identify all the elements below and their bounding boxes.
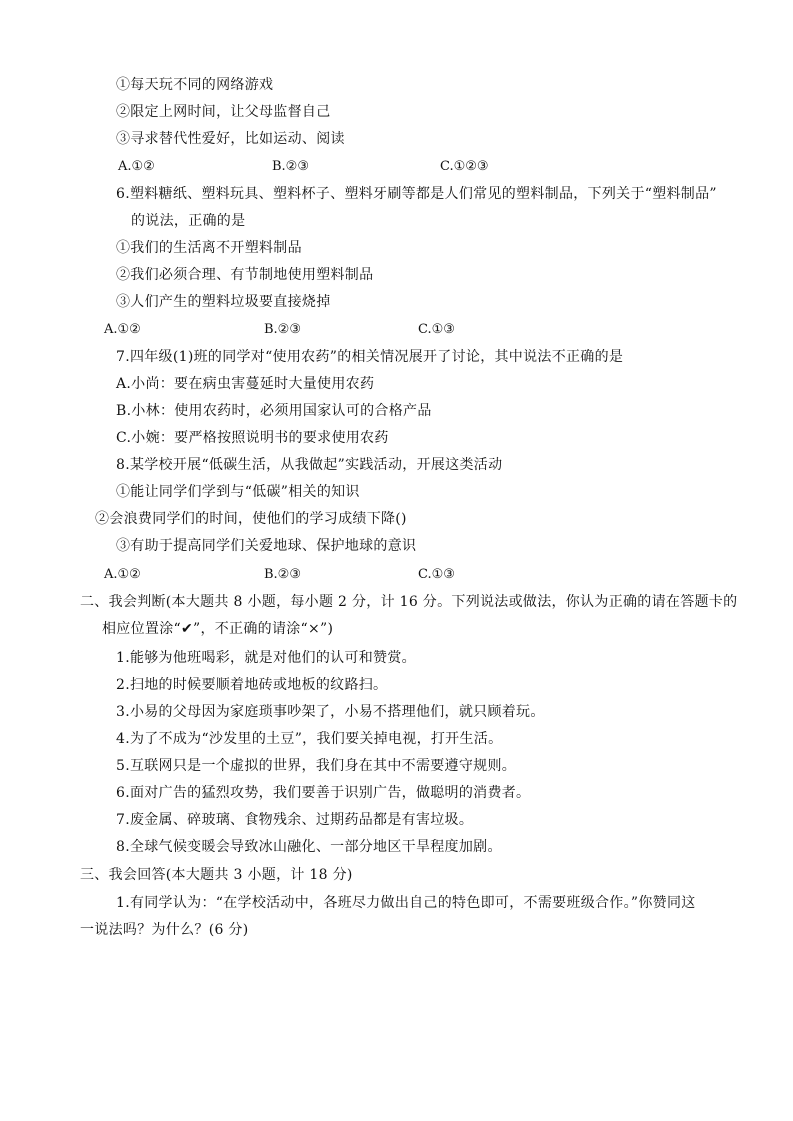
q7-option-c: C.小婉：要严格按照说明书的要求使用农药 xyxy=(116,430,389,446)
q4-item-2: ②限定上网时间，让父母监督自己 xyxy=(116,104,331,120)
q4-item-3: ③寻求替代性爱好，比如运动、阅读 xyxy=(116,131,345,147)
q8-option-b: B.②③ xyxy=(264,567,301,582)
q6-option-a: A.①② xyxy=(104,322,141,337)
q7-option-a: A.小尚：要在病虫害蔓延时大量使用农药 xyxy=(116,376,375,392)
q4-option-b: B.②③ xyxy=(272,159,309,174)
q8-item-2: ②会浪费同学们的时间，使他们的学习成绩下降() xyxy=(95,511,407,527)
q6-item-3: ③人们产生的塑料垃圾要直接烧掉 xyxy=(116,294,331,310)
judge-item-6: 6.面对广告的猛烈攻势，我们要善于识别广告，做聪明的消费者。 xyxy=(116,785,531,801)
judge-item-7: 7.废金属、碎玻璃、食物残余、过期药品都是有害垃圾。 xyxy=(116,812,474,828)
q8-option-a: A.①② xyxy=(104,567,141,582)
section2-header-line2: 相应位置涂“✔”，不正确的请涂“×”) xyxy=(102,621,334,637)
q4-option-c: C.①②③ xyxy=(440,159,489,174)
q4-option-a: A.①② xyxy=(118,159,155,174)
judge-item-4: 4.为了不成为“沙发里的土豆”，我们要关掉电视，打开生活。 xyxy=(116,731,503,747)
q6-stem-line2: 的说法，正确的是 xyxy=(131,213,246,229)
q6-item-2: ②我们必须合理、有节制地使用塑料制品 xyxy=(116,267,374,283)
q7-option-b: B.小林：使用农药时，必须用国家认可的合格产品 xyxy=(116,403,432,419)
q6-option-c: C.①③ xyxy=(418,322,455,337)
section3-q1-line1: 1.有同学认为：“在学校活动中，各班尽力做出自己的特色即可，不需要班级合作。”你赞同这 xyxy=(116,895,696,911)
q8-option-c: C.①③ xyxy=(418,567,455,582)
judge-item-1: 1.能够为他班喝彩，就是对他们的认可和赞赏。 xyxy=(116,650,416,666)
q6-item-1: ①我们的生活离不开塑料制品 xyxy=(116,240,302,256)
section3-header: 三、我会回答(本大题共 3 小题，计 18 分) xyxy=(80,867,353,883)
q6-option-b: B.②③ xyxy=(264,322,301,337)
judge-item-3: 3.小易的父母因为家庭琐事吵架了，小易不搭理他们，就只顾着玩。 xyxy=(116,704,545,720)
q8-item-1: ①能让同学们学到与“低碳”相关的知识 xyxy=(116,484,360,500)
judge-item-2: 2.扫地的时候要顺着地砖或地板的纹路扫。 xyxy=(116,677,388,693)
q6-stem-line1: 6.塑料糖纸、塑料玩具、塑料杯子、塑料牙刷等都是人们常见的塑料制品，下列关于“塑料制品” xyxy=(116,186,717,202)
judge-item-8: 8.全球气候变暖会导致冰山融化、一部分地区干旱程度加剧。 xyxy=(116,839,502,855)
q4-item-1: ①每天玩不同的网络游戏 xyxy=(116,77,274,93)
section2-header-line1: 二、我会判断(本大题共 8 小题，每小题 2 分，计 16 分。下列说法或做法，你认为正确的请在答题卡的 xyxy=(80,594,738,610)
q8-stem: 8.某学校开展“低碳生活，从我做起”实践活动，开展这类活动 xyxy=(116,457,503,473)
q8-item-3: ③有助于提高同学们关爱地球、保护地球的意识 xyxy=(116,538,417,554)
q7-stem: 7.四年级(1)班的同学对“使用农药”的相关情况展开了讨论，其中说法不正确的是 xyxy=(116,349,624,365)
judge-item-5: 5.互联网只是一个虚拟的世界，我们身在其中不需要遵守规则。 xyxy=(116,758,517,774)
section3-q1-line2: 一说法吗？为什么？(6 分) xyxy=(80,922,249,938)
